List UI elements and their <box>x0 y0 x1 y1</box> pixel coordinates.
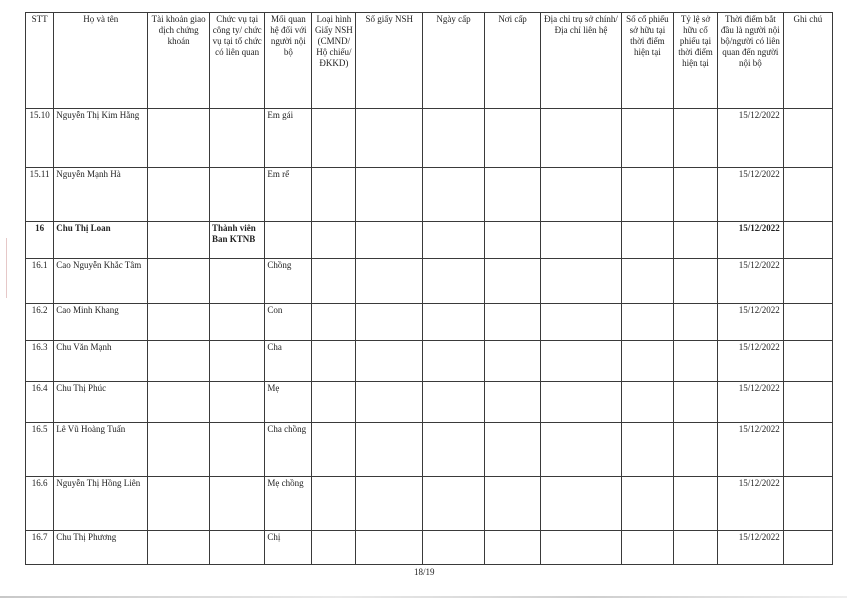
cell-id-type <box>312 477 356 531</box>
cell-stt: 16.5 <box>26 423 54 477</box>
cell-id-type <box>312 531 356 565</box>
cell-ownership-ratio <box>674 259 718 304</box>
cell-relationship: Em gái <box>265 109 312 168</box>
cell-position <box>209 259 264 304</box>
cell-ownership-ratio <box>674 168 718 222</box>
cell-note <box>783 423 832 477</box>
cell-ownership-ratio <box>674 423 718 477</box>
cell-id-number <box>356 382 423 423</box>
header-id-type: Loại hình Giấy NSH (CMND/ Hộ chiếu/ ĐKKD) <box>312 13 356 109</box>
cell-position <box>209 382 264 423</box>
cell-issue-place <box>484 222 540 259</box>
cell-id-number <box>356 168 423 222</box>
header-full-name: Họ và tên <box>54 13 148 109</box>
cell-id-number <box>356 222 423 259</box>
cell-relationship <box>265 222 312 259</box>
cell-shares-held <box>621 531 673 565</box>
header-id-number: Số giấy NSH <box>356 13 423 109</box>
cell-stt: 15.11 <box>26 168 54 222</box>
cell-note <box>783 382 832 423</box>
cell-securities-account <box>148 382 210 423</box>
cell-stt: 16.2 <box>26 304 54 341</box>
cell-shares-held <box>621 341 673 382</box>
header-note: Ghi chú <box>783 13 832 109</box>
cell-ownership-ratio <box>674 222 718 259</box>
cell-securities-account <box>148 109 210 168</box>
cell-stt: 16 <box>26 222 54 259</box>
cell-shares-held <box>621 477 673 531</box>
cell-ownership-ratio <box>674 109 718 168</box>
table-row <box>26 423 833 477</box>
cell-address <box>541 382 621 423</box>
cell-start-date: 15/12/2022 <box>717 382 783 423</box>
cell-stt: 15.10 <box>26 109 54 168</box>
cell-note <box>783 222 832 259</box>
table-row <box>26 222 833 259</box>
cell-id-number <box>356 531 423 565</box>
cell-issue-date <box>423 423 485 477</box>
cell-securities-account <box>148 531 210 565</box>
cell-issue-place <box>484 168 540 222</box>
table-row <box>26 531 833 565</box>
cell-start-date: 15/12/2022 <box>717 304 783 341</box>
cell-address <box>541 341 621 382</box>
cell-id-type <box>312 222 356 259</box>
header-issue-date: Ngày cấp <box>423 13 485 109</box>
cell-position <box>209 423 264 477</box>
cell-issue-place <box>484 531 540 565</box>
header-row <box>26 13 833 109</box>
cell-start-date: 15/12/2022 <box>717 168 783 222</box>
cell-full-name: Chu Văn Mạnh <box>54 341 148 382</box>
cell-id-number <box>356 304 423 341</box>
cell-address <box>541 168 621 222</box>
cell-full-name: Nguyễn Thị Kim Hằng <box>54 109 148 168</box>
cell-note <box>783 304 832 341</box>
cell-securities-account <box>148 477 210 531</box>
cell-stt: 16.3 <box>26 341 54 382</box>
cell-id-type <box>312 304 356 341</box>
cell-address <box>541 477 621 531</box>
header-position: Chức vụ tại công ty/ chức vụ tại tổ chức có liên quan <box>209 13 264 109</box>
cell-shares-held <box>621 109 673 168</box>
cell-full-name: Chu Thị Phúc <box>54 382 148 423</box>
cell-start-date: 15/12/2022 <box>717 222 783 259</box>
cell-full-name: Chu Thị Loan <box>54 222 148 259</box>
cell-id-number <box>356 341 423 382</box>
cell-address <box>541 423 621 477</box>
cell-note <box>783 109 832 168</box>
header-shares-held: Số cổ phiếu sở hữu tại thời điểm hiện tại <box>621 13 673 109</box>
table-row <box>26 168 833 222</box>
cell-securities-account <box>148 423 210 477</box>
cell-relationship: Mẹ <box>265 382 312 423</box>
cell-position: Thành viên Ban KTNB <box>209 222 264 259</box>
cell-start-date: 15/12/2022 <box>717 109 783 168</box>
cell-note <box>783 168 832 222</box>
cell-issue-place <box>484 109 540 168</box>
table-row <box>26 304 833 341</box>
cell-relationship: Em rể <box>265 168 312 222</box>
cell-issue-date <box>423 109 485 168</box>
cell-id-type <box>312 382 356 423</box>
cell-issue-date <box>423 477 485 531</box>
cell-position <box>209 477 264 531</box>
cell-start-date: 15/12/2022 <box>717 477 783 531</box>
cell-issue-place <box>484 304 540 341</box>
scan-margin-mark <box>6 238 7 298</box>
cell-full-name: Cao Nguyễn Khắc Tâm <box>54 259 148 304</box>
cell-ownership-ratio <box>674 341 718 382</box>
header-securities-account: Tài khoản giao dịch chứng khoán <box>148 13 210 109</box>
header-address: Địa chỉ trụ sở chính/Địa chỉ liên hệ <box>541 13 621 109</box>
cell-issue-date <box>423 531 485 565</box>
cell-id-number <box>356 477 423 531</box>
cell-shares-held <box>621 423 673 477</box>
cell-address <box>541 531 621 565</box>
page-number: 18/19 <box>414 567 435 577</box>
cell-address <box>541 259 621 304</box>
cell-full-name: Nguyễn Thị Hồng Liên <box>54 477 148 531</box>
cell-securities-account <box>148 304 210 341</box>
cell-id-type <box>312 423 356 477</box>
cell-start-date: 15/12/2022 <box>717 423 783 477</box>
cell-address <box>541 304 621 341</box>
cell-issue-place <box>484 382 540 423</box>
table-row <box>26 382 833 423</box>
table-row <box>26 477 833 531</box>
table-row <box>26 259 833 304</box>
header-start-date: Thời điểm bắt đầu là người nội bộ/người có liên quan đến người nội bộ <box>717 13 783 109</box>
cell-shares-held <box>621 304 673 341</box>
cell-note <box>783 341 832 382</box>
cell-securities-account <box>148 168 210 222</box>
header-stt: STT <box>26 13 54 109</box>
header-issue-place: Nơi cấp <box>484 13 540 109</box>
cell-relationship: Chồng <box>265 259 312 304</box>
cell-issue-place <box>484 259 540 304</box>
cell-position <box>209 109 264 168</box>
cell-issue-place <box>484 341 540 382</box>
cell-address <box>541 109 621 168</box>
insider-register-table <box>25 12 833 565</box>
table-row <box>26 109 833 168</box>
cell-ownership-ratio <box>674 531 718 565</box>
cell-relationship: Mẹ chồng <box>265 477 312 531</box>
cell-stt: 16.6 <box>26 477 54 531</box>
cell-shares-held <box>621 168 673 222</box>
cell-position <box>209 341 264 382</box>
cell-id-number <box>356 109 423 168</box>
cell-shares-held <box>621 382 673 423</box>
cell-position <box>209 531 264 565</box>
cell-position <box>209 304 264 341</box>
cell-full-name: Nguyễn Mạnh Hà <box>54 168 148 222</box>
cell-note <box>783 477 832 531</box>
cell-securities-account <box>148 259 210 304</box>
cell-shares-held <box>621 259 673 304</box>
cell-note <box>783 531 832 565</box>
cell-id-type <box>312 341 356 382</box>
cell-issue-date <box>423 259 485 304</box>
cell-stt: 16.1 <box>26 259 54 304</box>
cell-relationship: Cha chồng <box>265 423 312 477</box>
cell-start-date: 15/12/2022 <box>717 531 783 565</box>
table-row <box>26 341 833 382</box>
header-relationship: Mối quan hệ đối với người nội bộ <box>265 13 312 109</box>
cell-ownership-ratio <box>674 382 718 423</box>
cell-ownership-ratio <box>674 304 718 341</box>
cell-issue-place <box>484 423 540 477</box>
cell-start-date: 15/12/2022 <box>717 341 783 382</box>
cell-issue-place <box>484 477 540 531</box>
scan-edge-line <box>0 596 847 598</box>
cell-issue-date <box>423 304 485 341</box>
cell-stt: 16.4 <box>26 382 54 423</box>
cell-id-type <box>312 259 356 304</box>
cell-relationship: Chị <box>265 531 312 565</box>
cell-address <box>541 222 621 259</box>
cell-issue-date <box>423 382 485 423</box>
cell-note <box>783 259 832 304</box>
cell-securities-account <box>148 341 210 382</box>
cell-stt: 16.7 <box>26 531 54 565</box>
cell-full-name: Chu Thị Phương <box>54 531 148 565</box>
header-ownership-ratio: Tỷ lệ sở hữu cổ phiếu tại thời điểm hiện tại <box>674 13 718 109</box>
cell-relationship: Cha <box>265 341 312 382</box>
cell-position <box>209 168 264 222</box>
cell-relationship: Con <box>265 304 312 341</box>
cell-full-name: Cao Minh Khang <box>54 304 148 341</box>
cell-issue-date <box>423 222 485 259</box>
cell-full-name: Lê Vũ Hoàng Tuấn <box>54 423 148 477</box>
cell-ownership-ratio <box>674 477 718 531</box>
cell-id-number <box>356 423 423 477</box>
cell-id-type <box>312 109 356 168</box>
table-body <box>26 109 833 565</box>
cell-securities-account <box>148 222 210 259</box>
cell-id-type <box>312 168 356 222</box>
cell-issue-date <box>423 341 485 382</box>
cell-issue-date <box>423 168 485 222</box>
cell-shares-held <box>621 222 673 259</box>
cell-id-number <box>356 259 423 304</box>
cell-start-date: 15/12/2022 <box>717 259 783 304</box>
